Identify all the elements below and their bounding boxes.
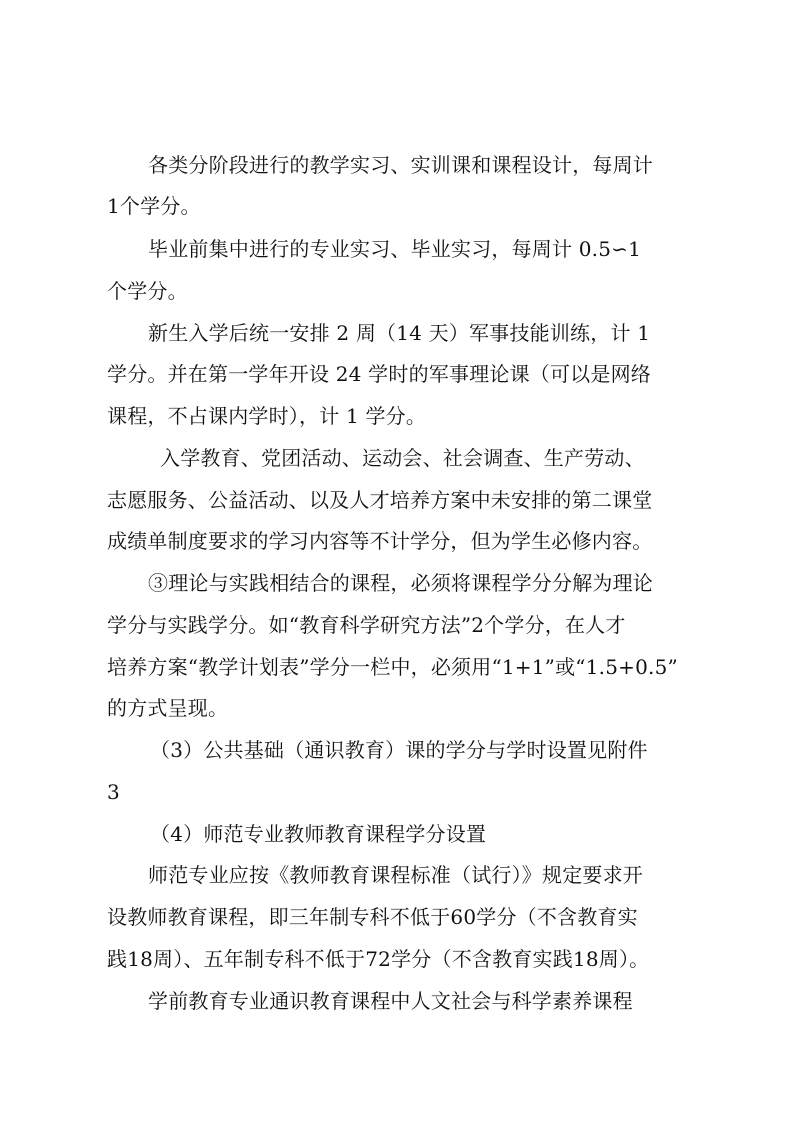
paragraph-line-21: 学前教育专业通识教育课程中人文社会与科学素养课程 <box>148 989 633 1013</box>
paragraph-line-6: 学分。并在第一学年开设 24 学时的军事理论课（可以是网络 <box>107 362 651 386</box>
paragraph-line-19: 设教师教育课程，即三年制专科不低于60学分（不含教育实 <box>107 905 638 929</box>
paragraph-line-9: 志愿服务、公益活动、以及人才培养方案中未安排的第二课堂 <box>107 488 653 512</box>
paragraph-line-10: 成绩单制度要求的学习内容等不计学分，但为学生必修内容。 <box>107 529 653 553</box>
paragraph-line-4: 个学分。 <box>107 279 188 303</box>
paragraph-line-12: 学分与实践学分。如“教育科学研究方法”2个学分，在人才 <box>107 613 626 637</box>
paragraph-line-20: 践18周）、五年制专科不低于72学分（不含教育实践18周）。 <box>107 947 650 971</box>
paragraph-line-2: 1个学分。 <box>107 194 201 218</box>
paragraph-line-11: ③理论与实践相结合的课程，必须将课程学分分解为理论 <box>148 571 653 595</box>
paragraph-line-5: 新生入学后统一安排 2 周（14 天）军事技能训练，计 1 <box>148 321 651 345</box>
paragraph-line-13: 培养方案“教学计划表”学分一栏中，必须用“1+1”或“1.5+0.5” <box>107 655 678 679</box>
paragraph-line-1: 各类分阶段进行的教学实习、实训课和课程设计，每周计 <box>148 153 653 177</box>
paragraph-line-14: 的方式呈现。 <box>107 696 229 720</box>
paragraph-line-7: 课程，不占课内学时），计 1 学分。 <box>107 404 427 428</box>
paragraph-line-18: 师范专业应按《教师教育课程标准（试行）》规定要求开 <box>148 863 643 887</box>
section-heading-teacher-education: （4）师范专业教师教育课程学分设置 <box>150 822 487 846</box>
paragraph-line-3: 毕业前集中进行的专业实习、毕业实习，每周计 0.5∽1 <box>148 237 642 261</box>
paragraph-line-16: 3 <box>107 780 120 804</box>
paragraph-line-15: （3）公共基础（通识教育）课的学分与学时设置见附件 <box>150 738 648 762</box>
paragraph-line-8: 入学教育、党团活动、运动会、社会调查、生产劳动、 <box>160 446 645 470</box>
